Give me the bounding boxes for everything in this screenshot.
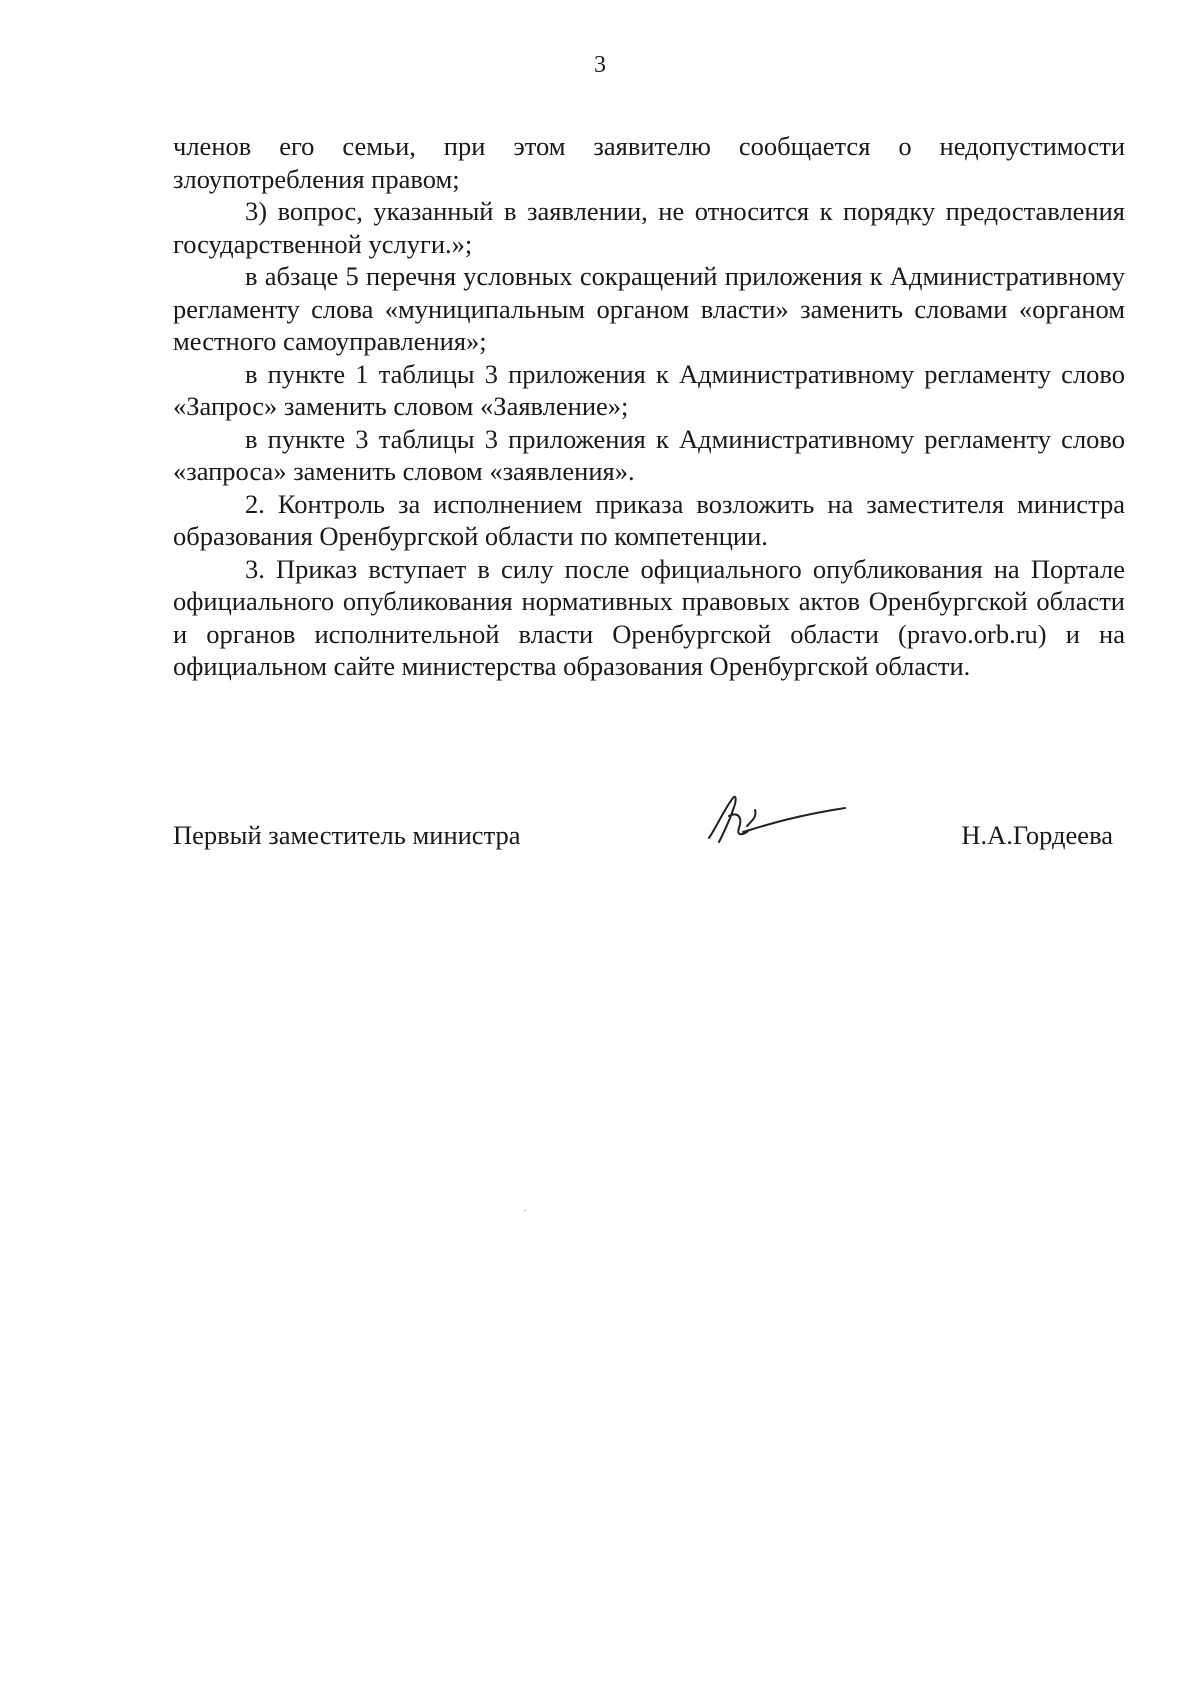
paragraph-continuation: членов его семьи, при этом заявителю сообщается о недопустимости злоупотребления правом; — [173, 131, 1125, 194]
paragraph-table-point-1-amendment: в пункте 1 таблицы 3 приложения к Административному регламенту слово «Запрос» заменить словом «Заявление»; — [173, 358, 1125, 421]
paragraph-abbreviations-amendment: в абзаце 5 перечня условных сокращений приложения к Административному регламенту слова «муниципальным органом власти» заменить словами «органом местного самоуправления»; — [173, 261, 1125, 356]
paragraph-effective-clause: 3. Приказ вступает в силу после официального опубликования на Портале официального опубликования нормативных правовых актов Оренбургской области и органов исполнительной власти Оренбургской области (pravo.orb.ru) и на официальном сайте министерства образования Оренбургской области. — [173, 553, 1125, 681]
paragraph-item-3: 3) вопрос, указанный в заявлении, не относится к порядку предоставления государственной услуги.»; — [173, 196, 1125, 259]
signer-title: Первый заместитель министра — [173, 820, 521, 850]
page-number: 3 — [594, 52, 606, 78]
paragraph-control-clause: 2. Контроль за исполнением приказа возложить на заместителя министра образования Оренбургской области по компетенции. — [173, 488, 1125, 551]
paragraph-table-point-3-amendment: в пункте 3 таблицы 3 приложения к Административному регламенту слово «запроса» заменить словом «заявления». — [173, 423, 1125, 486]
signer-name: Н.А.Гордеева — [961, 820, 1113, 850]
handwritten-signature — [703, 786, 853, 856]
document-body — [173, 130, 1125, 683]
scan-speck — [524, 1210, 526, 1211]
signature-block — [173, 808, 1125, 868]
